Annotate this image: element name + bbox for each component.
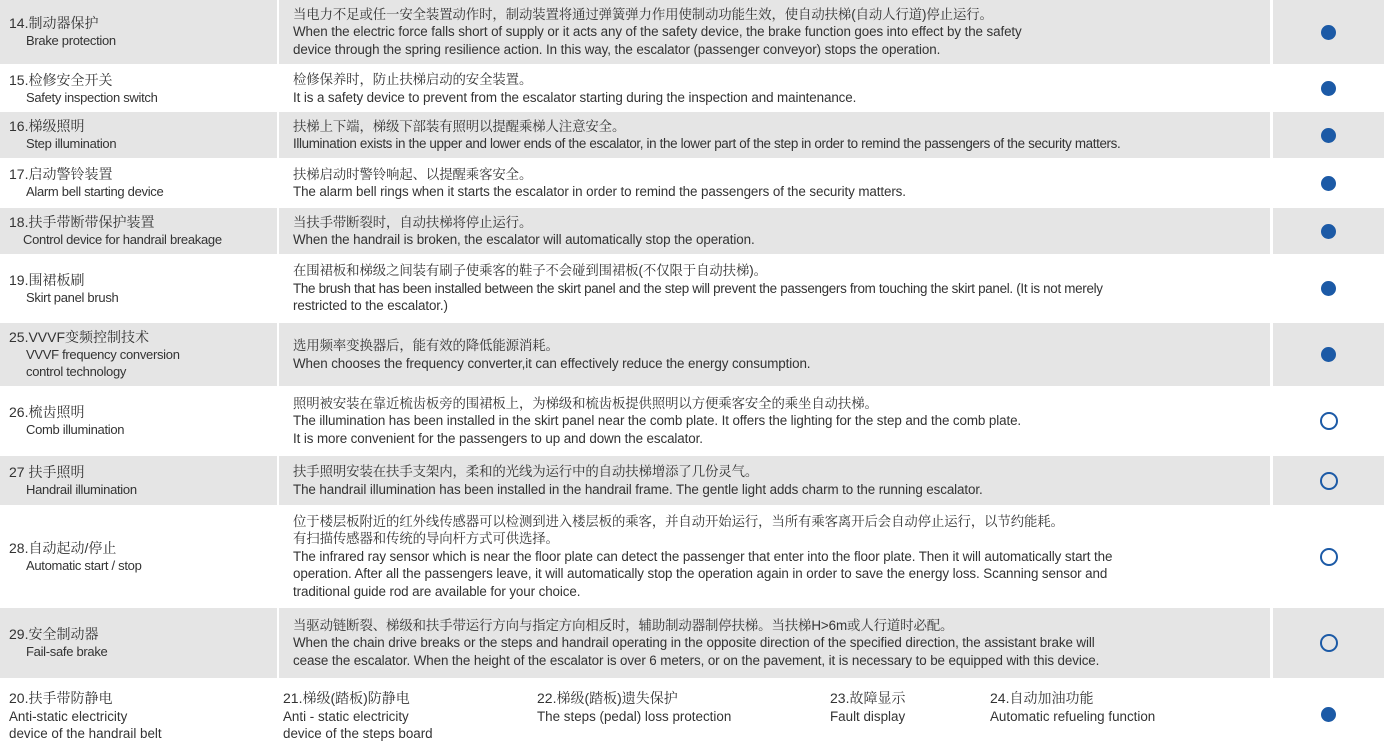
feature-description-cell — [279, 323, 1270, 386]
description-line: It is more convenient for the passengers to up and down the escalator. — [293, 430, 703, 446]
feature-item-fault-display — [830, 688, 905, 725]
description-line: 照明被安装在靠近梳齿板旁的围裙板上，为梯级和梳齿板提供照明以方便乘客安全的乘坐自动扶梯。 — [293, 395, 878, 411]
feature-title-en: device of the steps board — [283, 726, 433, 741]
feature-row-safety-inspection-switch — [0, 66, 1384, 111]
feature-status-cell — [1273, 680, 1384, 748]
feature-description-cell — [279, 66, 1270, 111]
feature-status-cell — [1273, 256, 1384, 321]
feature-description-cell — [279, 256, 1270, 321]
feature-row-handrail-illumination — [0, 456, 1384, 505]
feature-row-automatic-start-stop — [0, 507, 1384, 606]
feature-title-cn: 19.围裙板刷 — [9, 271, 85, 288]
feature-row-brake-protection — [0, 0, 1384, 64]
feature-name-cell — [0, 456, 277, 505]
feature-name-cell — [0, 388, 277, 454]
feature-title-cn: 16.梯级照明 — [9, 118, 85, 134]
optional-feature-hollow-circle-icon — [1320, 548, 1338, 566]
feature-row-step-illumination — [0, 112, 1384, 158]
description-line: The handrail illumination has been installed in the handrail frame. The gentle light adds charm to the running escalator. — [293, 481, 983, 497]
feature-status-cell — [1273, 456, 1384, 505]
description-line: device through the spring resilience action. In this way, the escalator (passenger conveyor) stops the operation. — [293, 41, 941, 57]
feature-description-cell — [279, 160, 1270, 206]
feature-status-cell — [1273, 388, 1384, 454]
standard-feature-filled-dot-icon — [1321, 81, 1336, 96]
optional-feature-hollow-circle-icon — [1320, 412, 1338, 430]
description-line: 扶手照明安装在扶手支架内，柔和的光线为运行中的自动扶梯增添了几份灵气。 — [293, 464, 759, 479]
feature-description-cell — [279, 388, 1270, 454]
feature-item-anti-static-handrail — [9, 688, 162, 742]
description-line: When the electric force falls short of supply or it acts any of the safety device, the brake function goes into effect by the safety — [293, 24, 1022, 40]
feature-name-cell — [0, 160, 277, 206]
feature-title-cn: 22.梯级(踏板)遗失保护 — [537, 690, 678, 706]
feature-status-cell — [1273, 208, 1384, 254]
description-line: 有扫描传感器和传统的导向杆方式可供选择。 — [293, 531, 559, 547]
description-line: 选用频率变换器后，能有效的降低能源消耗。 — [293, 338, 559, 353]
feature-title-cn: 23.故障显示 — [830, 690, 906, 706]
feature-row-alarm-bell — [0, 160, 1384, 206]
feature-title-cn: 27 扶手照明 — [9, 463, 85, 480]
description-line: The brush that has been installed between the skirt panel and the step will prevent the passengers from touching the skirt panel. (It is not merely — [293, 280, 1103, 296]
description-line: When chooses the frequency converter,it can effectively reduce the energy consumption. — [293, 355, 811, 371]
feature-status-cell — [1273, 66, 1384, 111]
description-line: operation. After all the passengers leave, it will automatically stop the operation again in order to save the energy loss. Scanning sensor and — [293, 566, 1108, 582]
feature-name-cell — [0, 208, 277, 254]
standard-feature-filled-dot-icon — [1321, 707, 1336, 722]
standard-feature-filled-dot-icon — [1321, 281, 1336, 296]
feature-title-cn: 20.扶手带防静电 — [9, 690, 113, 706]
feature-title-en: Control device for handrail breakage — [23, 232, 222, 247]
feature-status-cell — [1273, 160, 1384, 206]
feature-title-cn: 15.检修安全开关 — [9, 71, 113, 88]
description-line: 扶梯上下端，梯级下部装有照明以提醒乘梯人注意安全。 — [293, 118, 626, 134]
feature-title-cn: 29.安全制动器 — [9, 626, 99, 642]
feature-title-en: Safety inspection switch — [26, 89, 158, 105]
feature-item-auto-refueling — [990, 688, 1155, 725]
feature-title-cn: 18.扶手带断带保护装置 — [9, 214, 155, 230]
description-line: Illumination exists in the upper and lower ends of the escalator, in the lower part of the step in order to remind the passengers of the security matters. — [293, 136, 1121, 151]
feature-description-cell — [279, 608, 1270, 678]
feature-name-cell — [0, 256, 277, 321]
feature-name-cell — [0, 0, 277, 64]
feature-title-cn: 14.制动器保护 — [9, 15, 99, 31]
feature-name-cell — [0, 323, 277, 386]
description-line: traditional guide rod are available for your choice. — [293, 583, 581, 599]
feature-status-cell — [1273, 0, 1384, 64]
description-line: The infrared ray sensor which is near the floor plate can detect the passenger that enter into the floor plate. Then it will automatically start the — [293, 548, 1113, 564]
description-line: cease the escalator. When the height of the escalator is over 6 meters, or on the pavement, it is necessary to be equipped with this device. — [293, 652, 1100, 668]
description-line: 当电力不足或任一安全装置动作时，制动装置将通过弹簧弹力作用使制动功能生效，使自动扶梯(自动人行道)停止运行。 — [293, 6, 993, 22]
description-line: 检修保养时，防止扶梯启动的安全装置。 — [293, 72, 533, 87]
description-line: When the handrail is broken, the escalator will automatically stop the operation. — [293, 232, 755, 247]
feature-title-en: Anti-static electricity — [9, 709, 128, 724]
feature-title-en: Skirt panel brush — [26, 289, 119, 305]
feature-title-en: Comb illumination — [26, 422, 125, 437]
feature-description-cell — [279, 112, 1270, 158]
feature-name-cell — [0, 66, 277, 111]
feature-row-comb-illumination — [0, 388, 1384, 454]
feature-title-en: device of the handrail belt — [9, 726, 162, 741]
feature-title-en: Fail-safe brake — [26, 644, 108, 659]
description-line: 扶梯启动时警铃响起、以提醒乘客安全。 — [293, 166, 533, 182]
description-line: 在围裙板和梯级之间装有刷子使乘客的鞋子不会碰到围裙板(不仅限于自动扶梯)。 — [293, 263, 767, 279]
feature-title-en: Automatic refueling function — [990, 709, 1156, 724]
description-line: 当驱动链断裂、梯级和扶手带运行方向与指定方向相反时，辅助制动器制停扶梯。当扶梯H>6m或人行道时必配。 — [293, 617, 954, 633]
feature-status-cell — [1273, 112, 1384, 158]
feature-item-step-loss-protection — [537, 688, 731, 725]
standard-feature-filled-dot-icon — [1321, 25, 1336, 40]
standard-feature-filled-dot-icon — [1321, 176, 1336, 191]
description-line: 位于楼层板附近的红外线传感器可以检测到进入楼层板的乘客，并自动开始运行，当所有乘客离开后会自动停止运行，以节约能耗。 — [293, 513, 1064, 529]
feature-title-en: Handrail illumination — [26, 481, 137, 497]
feature-row-vvvf — [0, 323, 1384, 386]
feature-name-cell — [0, 507, 277, 606]
feature-description-cell — [279, 0, 1270, 64]
description-line: When the chain drive breaks or the steps and handrail operating in the opposite direction of the specified direction, the assistant brake will — [293, 635, 1095, 651]
feature-title-cn: 25.VVVF变频控制技术 — [9, 329, 150, 345]
standard-feature-filled-dot-icon — [1321, 128, 1336, 143]
description-line: It is a safety device to prevent from the escalator starting during the inspection and maintenance. — [293, 89, 857, 105]
feature-row-fail-safe-brake — [0, 608, 1384, 678]
feature-description-cell — [279, 456, 1270, 505]
description-line: restricted to the escalator.) — [293, 298, 448, 314]
feature-status-cell — [1273, 608, 1384, 678]
feature-item-anti-static-steps — [283, 688, 433, 742]
feature-row-combined-misc — [0, 680, 1384, 748]
feature-row-handrail-breakage — [0, 208, 1384, 254]
description-line: The illumination has been installed in the skirt panel near the comb plate. It offers the lighting for the step and the comb plate. — [293, 413, 1022, 429]
feature-title-en: Step illumination — [26, 136, 117, 151]
feature-title-cn: 24.自动加油功能 — [990, 690, 1094, 706]
feature-title-cn: 21.梯级(踏板)防静电 — [283, 690, 410, 706]
optional-feature-hollow-circle-icon — [1320, 472, 1338, 490]
feature-row-skirt-panel-brush — [0, 256, 1384, 321]
feature-title-en: Alarm bell starting device — [26, 184, 164, 199]
description-line: The alarm bell rings when it starts the escalator in order to remind the passengers of the security matters. — [293, 184, 906, 199]
feature-title-en: Automatic start / stop — [26, 557, 142, 573]
feature-title-en: The steps (pedal) loss protection — [537, 709, 732, 724]
feature-title-cn: 26.梳齿照明 — [9, 404, 85, 420]
standard-feature-filled-dot-icon — [1321, 347, 1336, 362]
description-line: 当扶手带断裂时，自动扶梯将停止运行。 — [293, 214, 533, 230]
optional-feature-hollow-circle-icon — [1320, 634, 1338, 652]
feature-status-cell — [1273, 323, 1384, 386]
feature-title-en: VVVF frequency conversion control technology — [26, 347, 180, 379]
feature-name-cell — [0, 112, 277, 158]
feature-description-cell — [279, 507, 1270, 606]
feature-title-cn: 17.启动警铃装置 — [9, 166, 113, 182]
standard-feature-filled-dot-icon — [1321, 224, 1336, 239]
feature-title-en: Anti - static electricity — [283, 709, 409, 724]
feature-title-en: Fault display — [830, 709, 906, 724]
feature-description-cell — [279, 208, 1270, 254]
feature-name-cell — [0, 608, 277, 678]
feature-status-cell — [1273, 507, 1384, 606]
feature-title-en: Brake protection — [26, 33, 116, 48]
feature-title-cn: 28.自动起动/停止 — [9, 539, 117, 556]
